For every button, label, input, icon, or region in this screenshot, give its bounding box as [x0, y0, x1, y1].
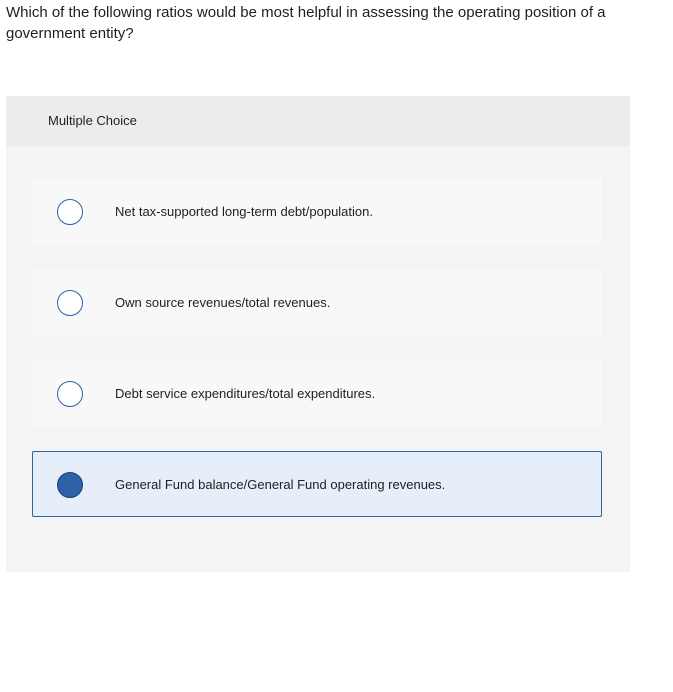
answer-option-1[interactable] [32, 178, 602, 244]
answer-option-label: Debt service expenditures/total expenditures. [115, 386, 376, 401]
multiple-choice-panel [6, 96, 630, 572]
radio-button-selected-icon[interactable] [57, 472, 83, 498]
question-text: Which of the following ratios would be most helpful in assessing the operating position of a government entity? [6, 4, 606, 42]
answer-option-label: Own source revenues/total revenues. [115, 295, 331, 310]
answer-option-label: General Fund balance/General Fund operating revenues. [115, 477, 446, 492]
radio-button-icon[interactable] [57, 381, 83, 407]
question-type-label: Multiple Choice [48, 113, 137, 128]
answer-option-3[interactable] [32, 360, 602, 426]
radio-button-icon[interactable] [57, 199, 83, 225]
radio-button-icon[interactable] [57, 290, 83, 316]
panel-header [6, 96, 630, 146]
answer-option-label: Net tax-supported long-term debt/population. [115, 204, 373, 219]
answer-option-4[interactable] [32, 451, 602, 517]
answer-option-2[interactable] [32, 269, 602, 335]
